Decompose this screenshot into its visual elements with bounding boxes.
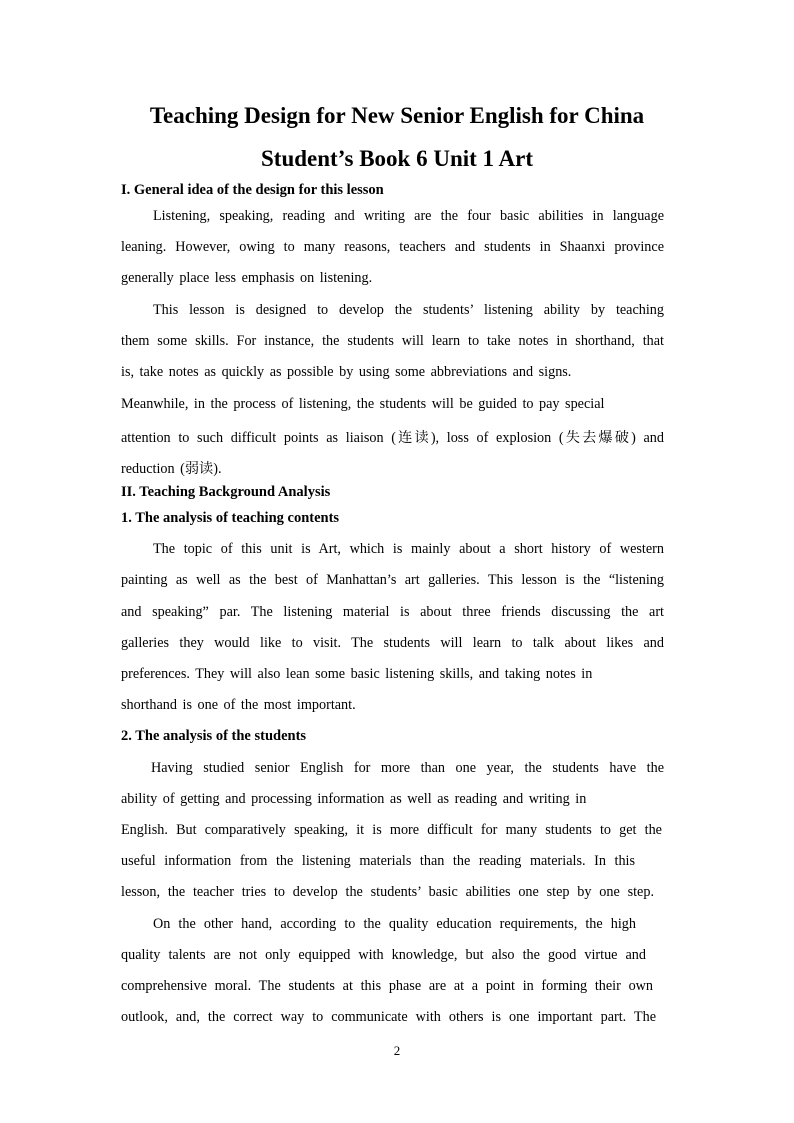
subsection-heading-contents: 1. The analysis of teaching contents [121,510,340,526]
paragraph-line: ability of getting and processing information as well as reading and writing in [121,791,587,807]
section-heading-general-idea: I. General idea of the design for this lesson [121,182,384,198]
paragraph-line: generally place less emphasis on listening. [121,270,373,286]
paragraph-line: quality talents are not only equipped with knowledge, but also the good virtue and [121,947,646,963]
paragraph-line: On the other hand, according to the quality education requirements, the high [153,916,636,932]
paragraph-line: and speaking” par. The listening material is about three friends discussing the art [121,604,664,620]
paragraph-line: The topic of this unit is Art, which is mainly about a short history of western [153,541,664,557]
paragraph-line: Meanwhile, in the process of listening, the students will be guided to pay special [121,396,605,412]
paragraph-line: leaning. However, owing to many reasons, teachers and students in Shaanxi province [121,239,664,255]
document-title-line-1: Teaching Design for New Senior English for China [149,103,645,128]
paragraph-line: galleries they would like to visit. The students will learn to talk about likes and [121,635,664,651]
subsection-heading-students: 2. The analysis of the students [121,728,307,744]
section-heading-background: II. Teaching Background Analysis [121,484,331,500]
paragraph-line: shorthand is one of the most important. [121,697,356,713]
paragraph-line: reduction (弱读). [121,461,222,477]
paragraph-line: outlook, and, the correct way to communicate with others is one important part. The [121,1009,656,1025]
paragraph-line: This lesson is designed to develop the students’ listening ability by teaching [153,302,664,318]
paragraph-line: useful information from the listening materials than the reading materials. In this [121,853,635,869]
paragraph-line: Listening, speaking, reading and writing are the four basic abilities in language [153,208,664,224]
paragraph-line: preferences. They will also lean some basic listening skills, and taking notes in [121,666,593,682]
paragraph-line: is, take notes as quickly as possible by using some abbreviations and signs. [121,364,572,380]
paragraph-line: lesson, the teacher tries to develop the students’ basic abilities one step by one step. [121,884,654,900]
document-title-line-2: Student’s Book 6 Unit 1 Art [261,146,533,171]
paragraph-line: Having studied senior English for more than one year, the students have the [151,760,664,776]
paragraph-line: them some skills. For instance, the students will learn to take notes in shorthand, that [121,333,664,349]
paragraph-line: attention to such difficult points as liaison (连读), loss of explosion (失去爆破) and [121,430,664,446]
paragraph-line: painting as well as the best of Manhattan’s art galleries. This lesson is the “listening [121,572,664,588]
paragraph-line: English. But comparatively speaking, it is more difficult for many students to get the [121,822,662,838]
page-number: 2 [393,1043,401,1058]
paragraph-line: comprehensive moral. The students at this phase are at a point in forming their own [121,978,653,994]
